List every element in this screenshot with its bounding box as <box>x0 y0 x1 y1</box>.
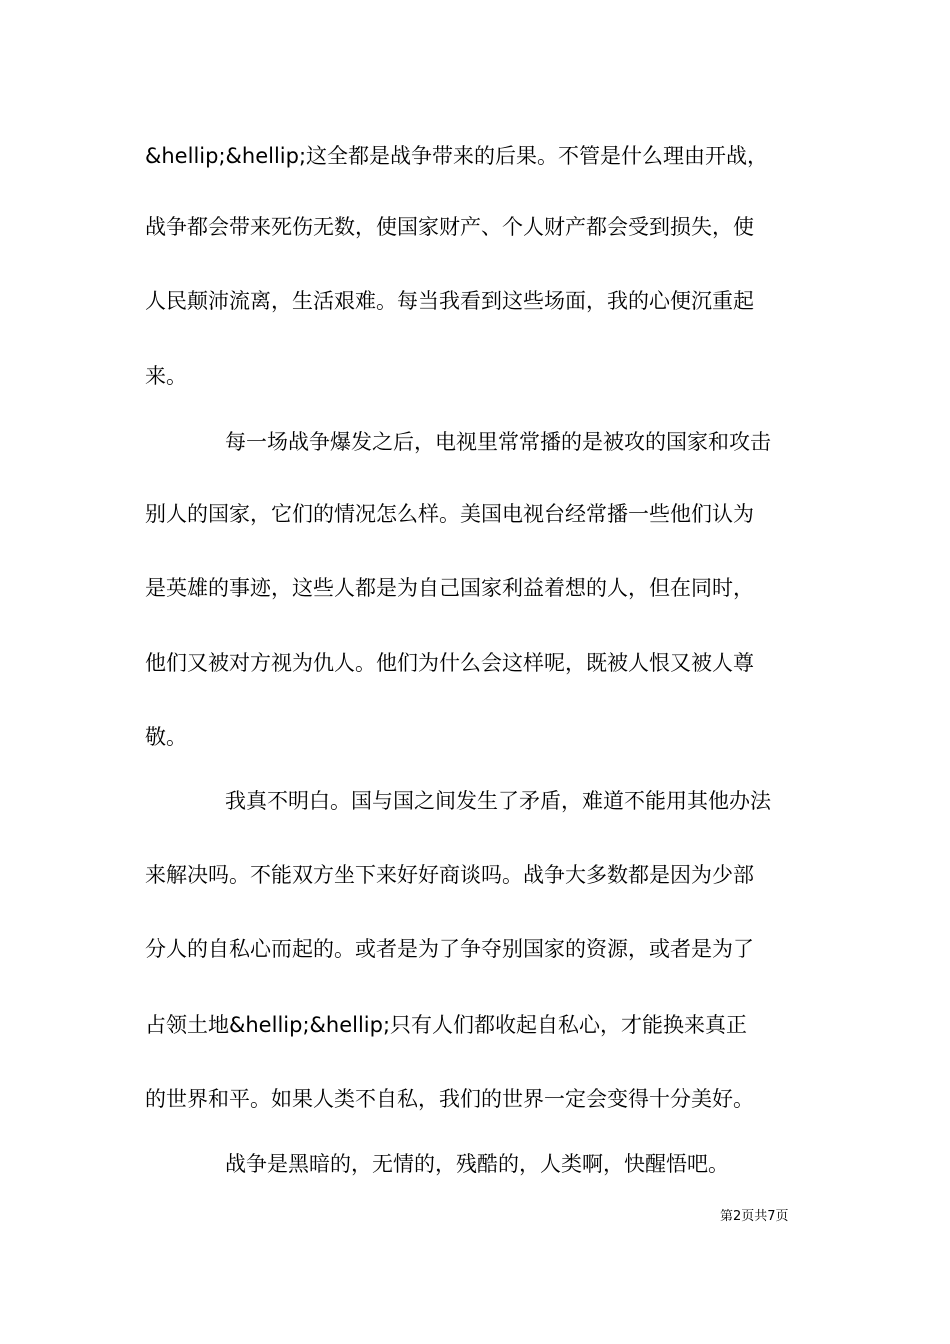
text-line: 敬。 <box>145 725 187 749</box>
paragraph-first-line: 每一场战争爆发之后，电视里常常播的是被攻的国家和攻击 <box>225 430 771 454</box>
text-line: 来。 <box>145 364 187 388</box>
text-line: 战争都会带来死伤无数，使国家财产、个人财产都会受到损失，使 <box>145 215 754 239</box>
text-line: 的世界和平。如果人类不自私，我们的世界一定会变得十分美好。 <box>145 1087 754 1111</box>
paragraph-first-line: 战争是黑暗的，无情的，残酷的，人类啊，快醒悟吧。 <box>225 1152 729 1176</box>
text-line: 分人的自私心而起的。或者是为了争夺别国家的资源，或者是为了 <box>145 937 754 961</box>
text-line: 人民颠沛流离，生活艰难。每当我看到这些场面，我的心便沉重起 <box>145 289 754 313</box>
page-number: 第2页共7页 <box>720 1209 789 1224</box>
text-line: 占领土地&hellip;&hellip;只有人们都收起自私心，才能换来真正 <box>145 1013 748 1037</box>
paragraph-first-line: 我真不明白。国与国之间发生了矛盾，难道不能用其他办法 <box>225 789 771 813</box>
text-line: 他们又被对方视为仇人。他们为什么会这样呢，既被人恨又被人尊 <box>145 651 754 675</box>
text-line: 是英雄的事迹，这些人都是为自己国家利益着想的人，但在同时， <box>145 576 754 600</box>
text-line: 来解决吗。不能双方坐下来好好商谈吗。战争大多数都是因为少部 <box>145 863 754 887</box>
text-line: 别人的国家，它们的情况怎么样。美国电视台经常播一些他们认为 <box>145 502 754 526</box>
text-line: &hellip;&hellip;这全都是战争带来的后果。不管是什么理由开战， <box>145 144 769 168</box>
